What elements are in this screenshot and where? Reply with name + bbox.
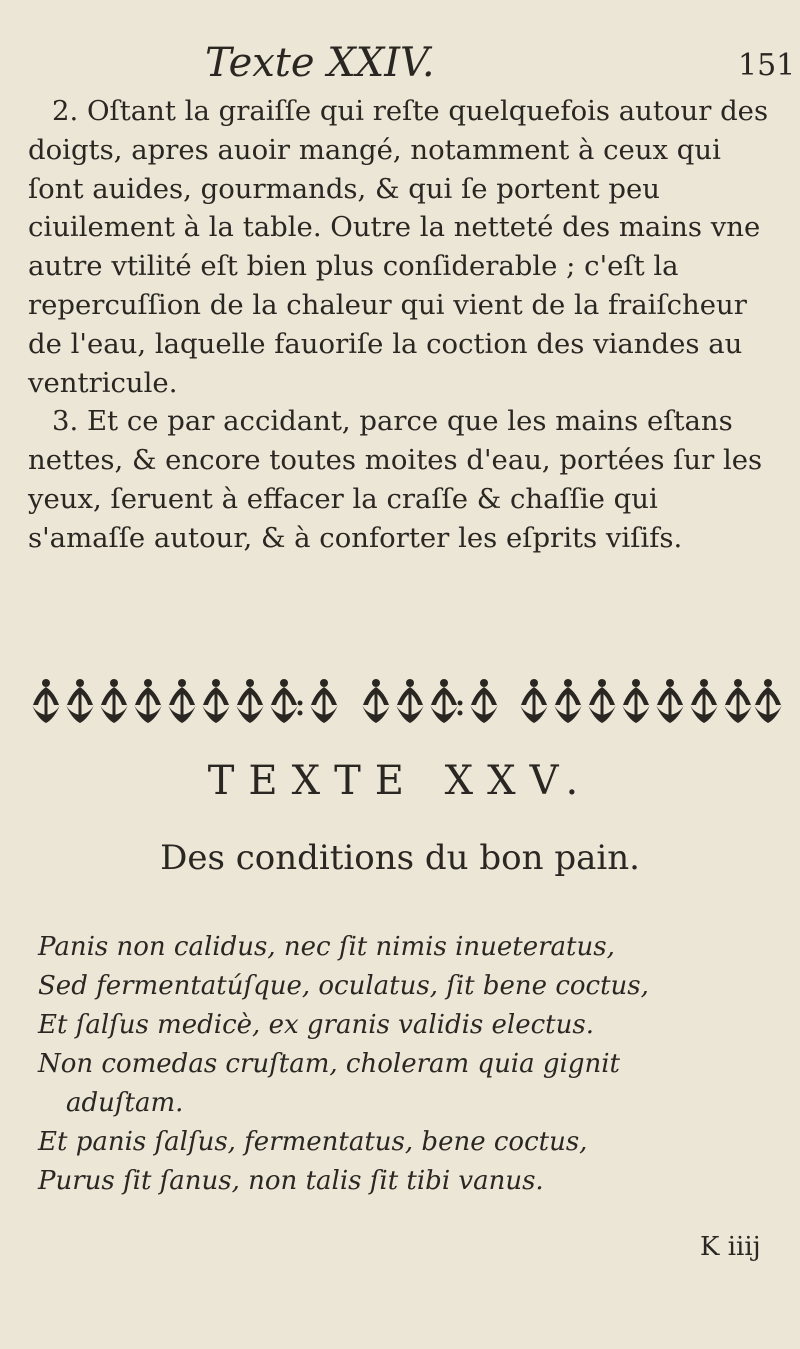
section-subtitle: Des conditions du bon pain. xyxy=(160,838,640,878)
body-text xyxy=(28,92,778,558)
verse-line: Et ſalſus medicè, ex granis validis electus. xyxy=(38,1010,594,1040)
paragraph-3: 3. Et ce par accidant, parce que les mains eſtans nettes, & encore toutes moites d'eau, portées ſur les yeux, ſeruent à effacer la craſſe & chaſſie qui s'amaſſe autour, & à conforter les eſprits viſifs. xyxy=(28,405,763,554)
running-head xyxy=(0,40,800,90)
page-number: 151 xyxy=(738,48,796,83)
verse-line: Panis non calidus, nec ſit nimis inueteratus, xyxy=(38,932,615,962)
verse-line: Sed fermentatúſque, oculatus, ſit bene coctus, xyxy=(38,971,649,1001)
signature-mark: K iiij xyxy=(700,1232,761,1262)
running-head-title: Texte XXIV. xyxy=(205,40,435,86)
section-heading: TEXTE XXV. xyxy=(207,758,593,804)
verse-line: Non comedas cruſtam, choleram quia gignit xyxy=(38,1049,621,1079)
latin-verse xyxy=(38,928,778,1201)
verse-line: aduſtam. xyxy=(66,1088,184,1118)
verse-line: Purus ſit ſanus, non talis ſit tibi vanus. xyxy=(38,1166,544,1196)
floral-ornament-icon xyxy=(30,675,785,727)
verse-line: Et panis ſalſus, fermentatus, bene coctus, xyxy=(38,1127,588,1157)
paragraph-2: 2. Oſtant la graiſſe qui reſte quelquefois autour des doigts, apres auoir mangé, notamment à ceux qui ſont auides, gourmands, & qui ſe portent peu ciuilement à la table. Outre la netteté des mains vne autre vtilité eſt bien plus conſiderable ; c'eſt la repercuſſion de la chaleur qui vient de la fraiſcheur de l'eau, laquelle fauoriſe la coction des viandes au ventricule. xyxy=(28,95,769,399)
